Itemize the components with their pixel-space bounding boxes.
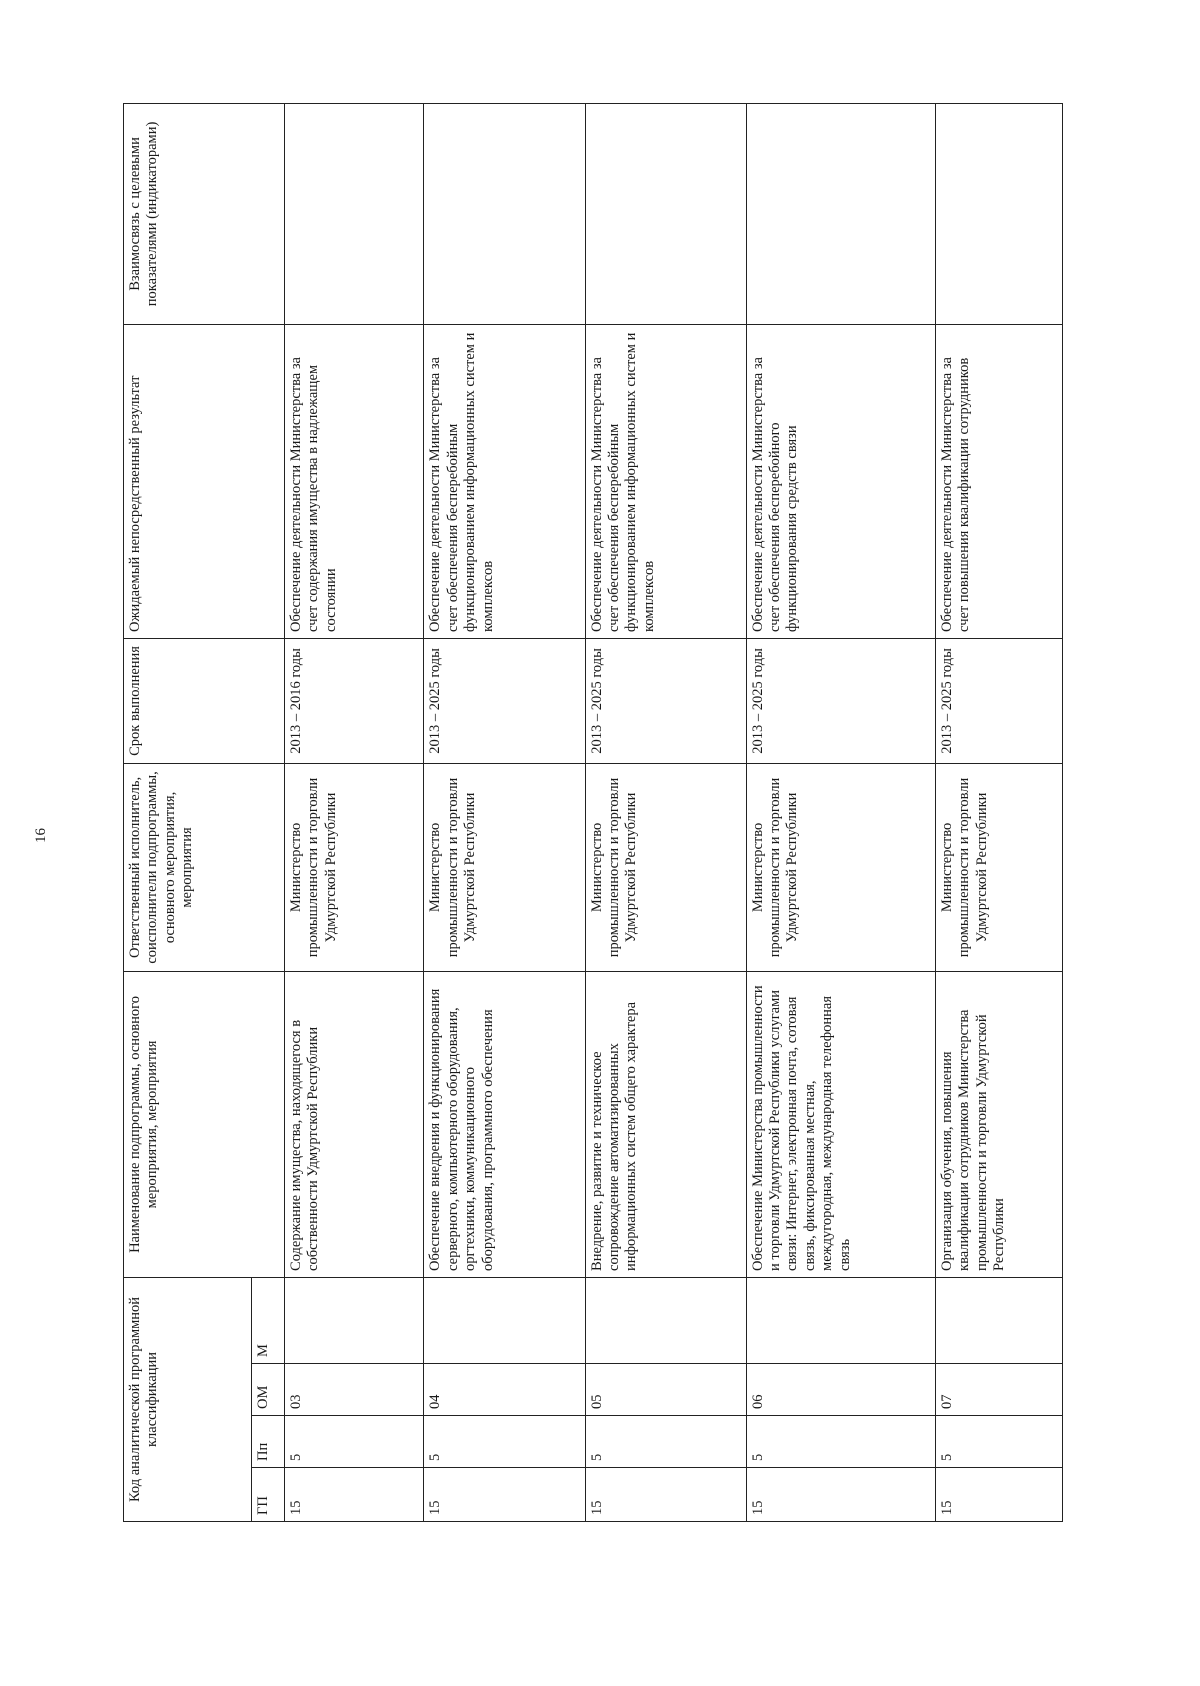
cell-deadline: 2013 – 2025 годы	[935, 638, 1062, 763]
header-link: Взаимосвязь с целевыми показателями (индикаторами)	[124, 103, 285, 324]
header-name: Наименование подпрограммы, основного мероприятия, мероприятия	[124, 971, 285, 1277]
cell-gp: 15	[424, 1468, 585, 1522]
cell-gp: 15	[746, 1468, 935, 1522]
table-row	[424, 103, 585, 1521]
cell-name: Внедрение, развитие и техническое сопровождение автоматизированных информационных систем общего характера	[585, 971, 746, 1277]
cell-m	[585, 1277, 746, 1363]
table-row	[585, 103, 746, 1521]
cell-m	[935, 1277, 1062, 1363]
cell-result: Обеспечение деятельности Министерства за счет повышения квалификации сотрудников	[935, 324, 1062, 638]
header-code-m: М	[252, 1277, 285, 1363]
cell-result: Обеспечение деятельности Министерства за счет обеспечения бесперебойного функционирования средств связи	[746, 324, 935, 638]
cell-name: Обеспечение Министерства промышленности и торговли Удмуртской Республики услугами связи: Интернет, электронная почта, сотовая связь, фиксированная местная, междугородная, международная телефонная связь	[746, 971, 935, 1277]
header-code-pp: Пп	[252, 1416, 285, 1468]
header-code-gp: ГП	[252, 1468, 285, 1522]
header-row	[124, 103, 252, 1521]
page-number: 16	[33, 828, 49, 843]
cell-gp: 15	[285, 1468, 424, 1522]
header-code-om: ОМ	[252, 1364, 285, 1416]
cell-name: Обеспечение внедрения и функционирования серверного, компьютерного оборудования, оргтехники, коммуникационного оборудования, программного обеспечения	[424, 971, 585, 1277]
cell-deadline: 2013 – 2025 годы	[585, 638, 746, 763]
cell-result: Обеспечение деятельности Министерства за счет обеспечения бесперебойным функционированием информационных систем и комплексов	[585, 324, 746, 638]
header-code-group: Код аналитической программной классификации	[124, 1277, 252, 1521]
header-deadline: Срок выполнения	[124, 638, 285, 763]
cell-link	[746, 103, 935, 324]
cell-pp: 5	[424, 1416, 585, 1468]
program-table	[123, 103, 1063, 1522]
cell-responsible: Министерство промышленности и торговли Удмуртской Республики	[285, 763, 424, 971]
cell-m	[424, 1277, 585, 1363]
cell-om: 04	[424, 1364, 585, 1416]
cell-gp: 15	[585, 1468, 746, 1522]
cell-responsible: Министерство промышленности и торговли Удмуртской Республики	[424, 763, 585, 971]
cell-name: Содержание имущества, находящегося в собственности Удмуртской Республики	[285, 971, 424, 1277]
cell-om: 03	[285, 1364, 424, 1416]
table-row	[746, 103, 935, 1521]
cell-pp: 5	[585, 1416, 746, 1468]
cell-pp: 5	[935, 1416, 1062, 1468]
cell-deadline: 2013 – 2025 годы	[424, 638, 585, 763]
cell-pp: 5	[285, 1416, 424, 1468]
header-responsible: Ответственный исполнитель, соисполнители подпрограммы, основного мероприятия, мероприятия	[124, 763, 285, 971]
table-row	[935, 103, 1062, 1521]
cell-link	[935, 103, 1062, 324]
table-row	[285, 103, 424, 1521]
cell-name: Организация обучения, повышения квалификации сотрудников Министерства промышленности и торговли Удмуртской Республики	[935, 971, 1062, 1277]
cell-om: 07	[935, 1364, 1062, 1416]
cell-result: Обеспечение деятельности Министерства за счет обеспечения бесперебойным функционированием информационных систем и комплексов	[424, 324, 585, 638]
rotated-table-container	[123, 104, 1063, 1522]
cell-m	[285, 1277, 424, 1363]
cell-gp: 15	[935, 1468, 1062, 1522]
cell-link	[424, 103, 585, 324]
cell-deadline: 2013 – 2016 годы	[285, 638, 424, 763]
cell-responsible: Министерство промышленности и торговли Удмуртской Республики	[746, 763, 935, 971]
cell-deadline: 2013 – 2025 годы	[746, 638, 935, 763]
cell-responsible: Министерство промышленности и торговли Удмуртской Республики	[935, 763, 1062, 971]
cell-om: 05	[585, 1364, 746, 1416]
cell-responsible: Министерство промышленности и торговли Удмуртской Республики	[585, 763, 746, 971]
cell-result: Обеспечение деятельности Министерства за счет содержания имущества в надлежащем состоянии	[285, 324, 424, 638]
cell-om: 06	[746, 1364, 935, 1416]
header-result: Ожидаемый непосредственный результат	[124, 324, 285, 638]
cell-link	[585, 103, 746, 324]
cell-m	[746, 1277, 935, 1363]
cell-pp: 5	[746, 1416, 935, 1468]
cell-link	[285, 103, 424, 324]
